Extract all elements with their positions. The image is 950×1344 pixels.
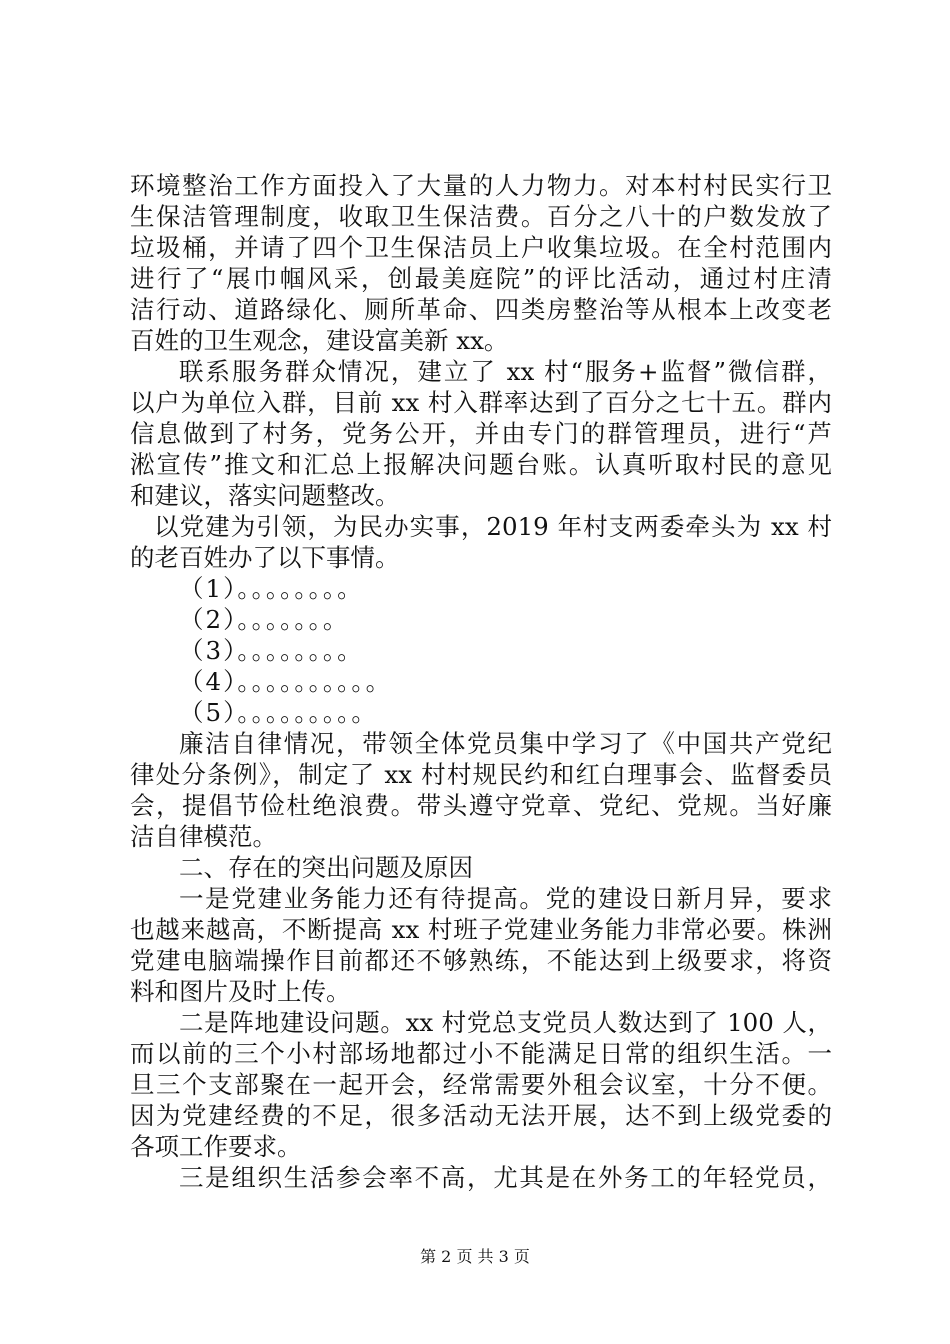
page-number-label: 第 2 页 共 3 页 xyxy=(420,1247,530,1266)
text-line: 各项工作要求。 xyxy=(130,1132,302,1161)
text-line: 洁自律模范。 xyxy=(130,822,277,851)
text-line: 和建议，落实问题整改。 xyxy=(130,481,400,510)
paragraph xyxy=(130,1007,832,1162)
text-line: 一是党建业务能力还有待提高。党的建设日新月异，要求 xyxy=(179,884,832,913)
text-line: 信息做到了村务，党务公开，并由专门的群管理员，进行“芦 xyxy=(130,419,832,448)
paragraph xyxy=(130,356,832,511)
paragraph xyxy=(130,728,832,852)
paragraph xyxy=(130,170,832,356)
text-line: 料和图片及时上传。 xyxy=(130,977,351,1006)
text-line: 以户为单位入群，目前 xx 村入群率达到了百分之七十五。群内 xyxy=(130,388,832,417)
text-line: 洁行动、道路绿化、厕所革命、四类房整治等从根本上改变老 xyxy=(130,295,832,324)
text-line: 党建电脑端操作目前都还不够熟练，不能达到上级要求，将资 xyxy=(130,946,832,975)
text-line: 也越来越高，不断提高 xx 村班子党建业务能力非常必要。株洲 xyxy=(130,915,832,944)
document-body xyxy=(130,170,832,1193)
list-item: （5）。。。。。。。。。 xyxy=(179,698,378,727)
paragraph xyxy=(130,883,832,1007)
text-line: 联系服务群众情况，建立了 xx 村“服务+监督”微信群， xyxy=(179,357,832,386)
numbered-list xyxy=(130,573,832,728)
list-item: （2）。。。。。。。 xyxy=(179,605,350,634)
text-line: 而以前的三个小村部场地都过小不能满足日常的组织生活。一 xyxy=(130,1039,832,1068)
list-item: （3）。。。。。。。。 xyxy=(179,636,364,665)
text-line: 淞宣传”推文和汇总上报解决问题台账。认真听取村民的意见 xyxy=(130,450,832,479)
text-line: 垃圾桶，并请了四个卫生保洁员上户收集垃圾。在全村范围内 xyxy=(130,233,832,262)
text-line: 环境整治工作方面投入了大量的人力物力。对本村村民实行卫 xyxy=(130,171,832,200)
list-item: （1）。。。。。。。。 xyxy=(179,574,364,603)
page-footer xyxy=(0,1244,950,1267)
text-line: 以党建为引领，为民办实事，2019 年村支两委牵头为 xx 村 xyxy=(154,512,832,541)
text-line: 律处分条例》，制定了 xx 村村规民约和红白理事会、监督委员 xyxy=(130,760,832,789)
text-line: 因为党建经费的不足，很多活动无法开展，达不到上级党委的 xyxy=(130,1101,832,1130)
text-line: 生保洁管理制度，收取卫生保洁费。百分之八十的户数发放了 xyxy=(130,202,832,231)
text-line: 进行了“展巾帼风采，创最美庭院”的评比活动，通过村庄清 xyxy=(130,264,832,293)
text-line: 会，提倡节俭杜绝浪费。带头遵守党章、党纪、党规。当好廉 xyxy=(130,791,832,820)
section-heading: 二、存在的突出问题及原因 xyxy=(179,853,473,882)
text-line: 廉洁自律情况，带领全体党员集中学习了《中国共产党纪 xyxy=(179,729,832,758)
text-line: 三是组织生活参会率不高，尤其是在外务工的年轻党员， xyxy=(179,1163,832,1192)
text-line: 百姓的卫生观念，建设富美新 xx。 xyxy=(130,326,509,355)
list-item: （4）。。。。。。。。。。 xyxy=(179,667,393,696)
paragraph xyxy=(130,511,832,573)
text-line: 旦三个支部聚在一起开会，经常需要外租会议室，十分不便。 xyxy=(130,1070,832,1099)
text-line: 二是阵地建设问题。xx 村党总支党员人数达到了 100 人， xyxy=(179,1008,832,1037)
paragraph xyxy=(130,1162,832,1193)
text-line: 的老百姓办了以下事情。 xyxy=(130,543,400,572)
